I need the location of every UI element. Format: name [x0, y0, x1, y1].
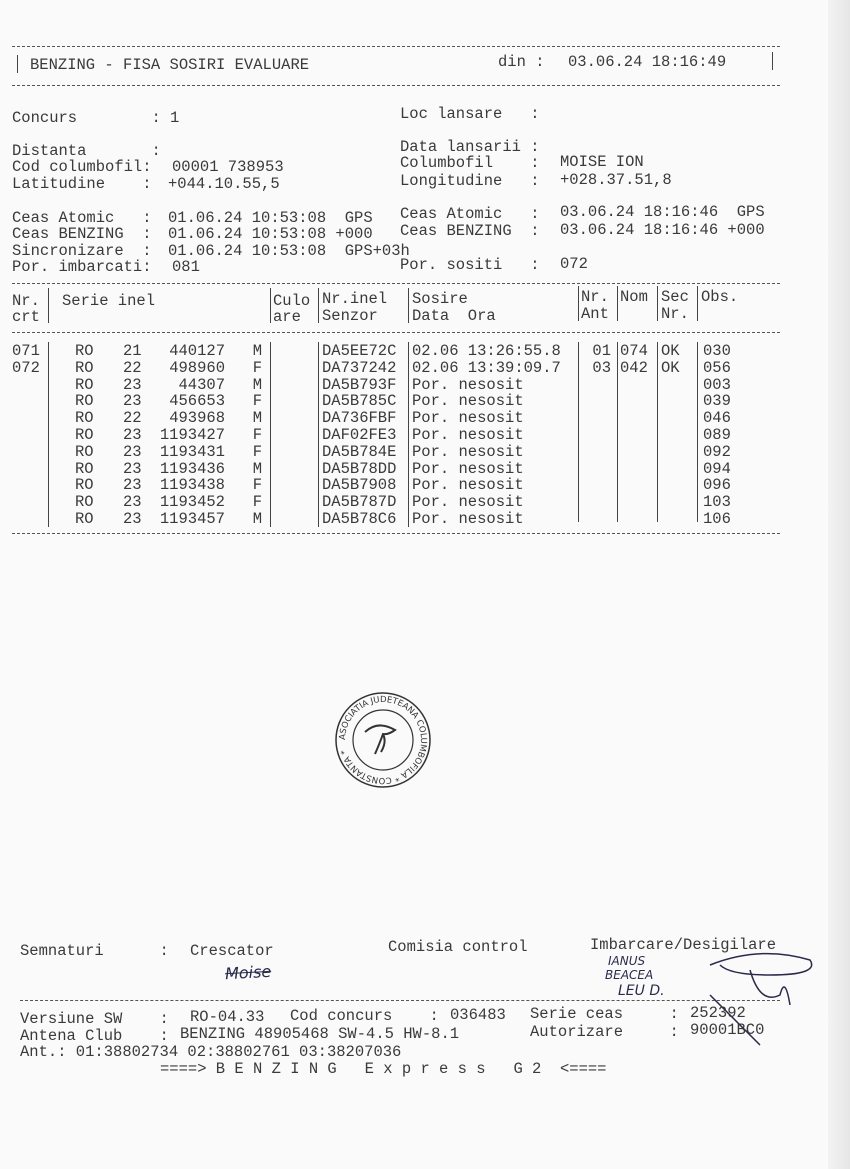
autorizare-label: Autorizare :	[530, 1023, 679, 1041]
column-divider	[578, 286, 579, 321]
column-divider	[270, 342, 271, 527]
cell-an: 23	[123, 426, 142, 444]
column-divider	[48, 342, 49, 527]
divider	[12, 85, 780, 86]
column-divider	[318, 288, 319, 323]
cell-senzor: DA5B7908	[322, 476, 397, 495]
header-culoare: Culo	[273, 292, 311, 310]
cell-an: 23	[123, 375, 142, 394]
column-divider	[617, 342, 618, 522]
serie-ceas-value: 252392	[690, 1004, 746, 1022]
cell-nom: 074	[620, 342, 648, 360]
cell-tara: RO	[75, 459, 94, 478]
cell-sosire: Por. nesosit	[412, 392, 524, 411]
cell-sosire: Por. nesosit	[412, 476, 524, 495]
por-sositi-label: Por. sositi :	[400, 256, 540, 274]
cell-senzor: DA5EE72C	[322, 342, 397, 360]
cell-senzor: DA5B793F	[322, 375, 397, 394]
concurs-value: 1	[170, 109, 180, 127]
cell-inel: 493968	[169, 409, 225, 428]
autorizare-value: 90001BC0	[690, 1021, 765, 1039]
cell-sosire: Por. nesosit	[412, 442, 524, 461]
cell-senzor: DA5B787D	[322, 493, 397, 512]
document-title: BENZING - FISA SOSIRI EVALUARE	[30, 56, 310, 74]
header-sec: Sec	[661, 288, 689, 306]
ceas-benzing-2-value: 03.06.24 18:16:46 +000	[560, 221, 765, 239]
cell-tara: RO	[75, 442, 94, 461]
serie-ceas-label: Serie ceas :	[530, 1005, 679, 1023]
header-sec-nr: Nr.	[661, 305, 689, 323]
ceas-benzing-2-label: Ceas BENZING :	[400, 222, 540, 240]
cod-concurs-value: 036483	[450, 1006, 506, 1024]
latitudine-value: +044.10.55,5	[168, 175, 280, 193]
header-culoare-2: are	[273, 308, 301, 326]
header-senzor: Senzor	[322, 307, 378, 325]
cell-obs: 106	[703, 510, 731, 528]
cell-obs: 092	[703, 442, 731, 461]
column-divider	[270, 288, 271, 323]
ceas-atomic-label: Ceas Atomic :	[12, 209, 152, 227]
header-ant: Ant	[581, 305, 609, 323]
ceas-atomic-value: 01.06.24 10:53:08 GPS	[168, 209, 373, 227]
cell-inel: 1193427	[159, 426, 225, 444]
divider	[12, 533, 780, 534]
distanta-label: Distanta :	[12, 142, 161, 160]
column-divider	[578, 342, 579, 522]
header-nr-ant: Nr.	[581, 288, 609, 306]
divider	[772, 52, 773, 70]
din-value: 03.06.24 18:16:49	[568, 53, 727, 71]
cell-sec: OK	[661, 358, 680, 377]
cell-an: 22	[123, 409, 142, 428]
header-nr-inel: Nr.inel	[322, 290, 388, 308]
cell-sosire: Por. nesosit	[412, 459, 524, 478]
column-divider	[408, 342, 409, 527]
cell-sex: F	[252, 392, 262, 411]
divider	[12, 332, 780, 333]
cell-nr: 072	[12, 358, 40, 377]
cell-an: 23	[123, 493, 142, 512]
antena-label: Antena Club :	[20, 1027, 169, 1045]
cell-senzor: DA5B78C6	[322, 510, 397, 528]
por-sositi-value: 072	[560, 255, 588, 273]
cell-sex: F	[252, 358, 262, 377]
cell-senzor: DA736FBF	[322, 409, 397, 428]
columbofil-label: Columbofil :	[400, 154, 540, 172]
data-lansarii-label: Data lansarii :	[400, 138, 540, 156]
header-data-ora: Data Ora	[412, 307, 496, 325]
divider	[12, 283, 780, 284]
columbofil-value: MOISE ION	[560, 153, 644, 171]
longitudine-value: +028.37.51,8	[560, 171, 672, 189]
header-nom: Nom	[620, 288, 648, 306]
cell-sex: F	[252, 442, 262, 461]
cell-inel: 440127	[169, 342, 225, 360]
cell-sosire: 02.06 13:26:55.8	[412, 342, 561, 360]
cod-columbofil-label: Cod columbofil:	[12, 158, 152, 176]
cell-sosire: Por. nesosit	[412, 375, 524, 394]
cell-an: 22	[123, 358, 142, 377]
versiune-value: RO-04.33	[190, 1008, 265, 1026]
ceas-benzing-label: Ceas BENZING :	[12, 225, 152, 243]
column-divider	[318, 342, 319, 527]
header-serie: Serie inel	[62, 292, 156, 310]
cell-sosire: Por. nesosit	[412, 493, 524, 512]
cell-tara: RO	[75, 510, 94, 528]
cell-sec: OK	[661, 342, 680, 360]
por-imbarcati-value: 081	[172, 258, 200, 276]
cell-tara: RO	[75, 493, 94, 512]
cell-inel: 1193438	[159, 476, 225, 495]
cell-sosire: Por. nesosit	[412, 426, 524, 444]
column-divider	[408, 288, 409, 323]
scan-edge	[828, 0, 850, 1169]
cell-an: 23	[123, 510, 142, 528]
cell-obs: 030	[703, 342, 731, 360]
cell-an: 23	[123, 392, 142, 411]
imbarcare-label: Imbarcare/Desigilare	[590, 936, 777, 954]
cell-ant: 01	[592, 342, 611, 360]
column-divider	[48, 288, 49, 323]
cod-columbofil-value: 00001 738953	[172, 158, 284, 176]
cod-concurs-label: Cod concurs :	[290, 1007, 439, 1025]
crescator-signature: Moise	[224, 961, 272, 984]
cell-an: 23	[123, 476, 142, 495]
association-stamp	[333, 690, 433, 790]
ceas-atomic-2-label: Ceas Atomic :	[400, 205, 540, 223]
handwritten-name: IANUS	[608, 954, 646, 968]
cell-inel: 1193452	[159, 493, 225, 512]
svg-text:ASOCIATIA JUDETEANA COLUMBOFIL: ASOCIATIA JUDETEANA COLUMBOFILA * CONSTANTA *	[337, 694, 429, 786]
cell-obs: 003	[703, 375, 731, 394]
sincronizare-value: 01.06.24 10:53:08 GPS+03h	[168, 242, 410, 260]
cell-inel: 498960	[169, 358, 225, 377]
cell-obs: 039	[703, 392, 731, 411]
cell-tara: RO	[75, 375, 94, 394]
column-divider	[697, 286, 698, 321]
cell-senzor: DA737242	[322, 358, 397, 377]
cell-inel: 1193436	[159, 459, 225, 478]
handwritten-name: BEACEA	[605, 968, 654, 982]
cell-senzor: DA5B785C	[322, 392, 397, 411]
cell-senzor: DAF02FE3	[322, 426, 397, 444]
por-imbarcati-label: Por. imbarcati:	[12, 258, 152, 276]
cell-senzor: DA5B78DD	[322, 459, 397, 478]
header-nr: Nr.	[12, 292, 40, 310]
antenna-list: Ant.: 01:38802734 02:38802761 03:38207036	[20, 1043, 402, 1061]
cell-sex: F	[252, 493, 262, 512]
cell-ant: 03	[592, 358, 611, 377]
concurs-label: Concurs :	[12, 109, 161, 127]
comisia-control-label: Comisia control	[388, 938, 528, 956]
divider	[12, 46, 780, 47]
sincronizare-label: Sincronizare :	[12, 242, 152, 260]
cell-obs: 046	[703, 409, 731, 428]
cell-sosire: 02.06 13:39:09.7	[412, 358, 561, 377]
semnaturi-label: Semnaturi :	[20, 942, 169, 960]
cell-sosire: Por. nesosit	[412, 510, 524, 528]
header-sosire: Sosire	[412, 290, 468, 308]
ceas-atomic-2-value: 03.06.24 18:16:46 GPS	[560, 203, 765, 221]
cell-tara: RO	[75, 392, 94, 411]
cell-sex: M	[252, 459, 262, 478]
cell-tara: RO	[75, 426, 94, 444]
cell-obs: 103	[703, 493, 731, 512]
cell-sex: F	[252, 426, 262, 444]
versiune-label: Versiune SW :	[20, 1010, 169, 1028]
crescator-label: Crescator	[190, 942, 274, 960]
cell-sex: M	[252, 342, 262, 360]
cell-obs: 096	[703, 476, 731, 495]
cell-sex: F	[252, 476, 262, 495]
column-divider	[617, 286, 618, 321]
cell-sex: M	[252, 510, 262, 528]
cell-inel: 1193457	[159, 510, 225, 528]
ceas-benzing-value: 01.06.24 10:53:08 +000	[168, 225, 373, 243]
cell-obs: 094	[703, 459, 731, 478]
header-obs: Obs.	[701, 288, 739, 306]
cell-an: 23	[123, 459, 142, 478]
latitudine-label: Latitudine :	[12, 175, 152, 193]
divider	[17, 55, 18, 73]
cell-sex: M	[252, 375, 262, 394]
cell-obs: 089	[703, 426, 731, 444]
cell-tara: RO	[75, 476, 94, 495]
header-crt: crt	[12, 308, 40, 326]
brand-line: ====> B E N Z I N G E x p r e s s G 2 <====	[160, 1060, 607, 1078]
cell-senzor: DA5B784E	[322, 442, 397, 461]
longitudine-label: Longitudine :	[400, 172, 540, 190]
handwritten-name: LEU D.	[618, 983, 665, 999]
cell-nom: 042	[620, 358, 648, 377]
cell-inel: 1193431	[159, 442, 225, 461]
cell-inel: 456653	[169, 392, 225, 411]
cell-tara: RO	[75, 409, 94, 428]
cell-inel: 44307	[178, 375, 225, 394]
cell-tara: RO	[75, 358, 94, 377]
cell-nr: 071	[12, 342, 40, 360]
cell-obs: 056	[703, 358, 731, 377]
column-divider	[657, 342, 658, 522]
loc-lansare-label: Loc lansare :	[400, 105, 540, 123]
divider	[20, 1000, 780, 1001]
column-divider	[697, 342, 698, 522]
cell-tara: RO	[75, 342, 94, 360]
cell-an: 21	[123, 342, 142, 360]
cell-sosire: Por. nesosit	[412, 409, 524, 428]
antena-value: BENZING 48905468 SW-4.5 HW-8.1	[180, 1025, 460, 1043]
column-divider	[657, 286, 658, 321]
cell-sex: M	[252, 409, 262, 428]
din-label: din :	[498, 53, 545, 71]
cell-an: 23	[123, 442, 142, 461]
